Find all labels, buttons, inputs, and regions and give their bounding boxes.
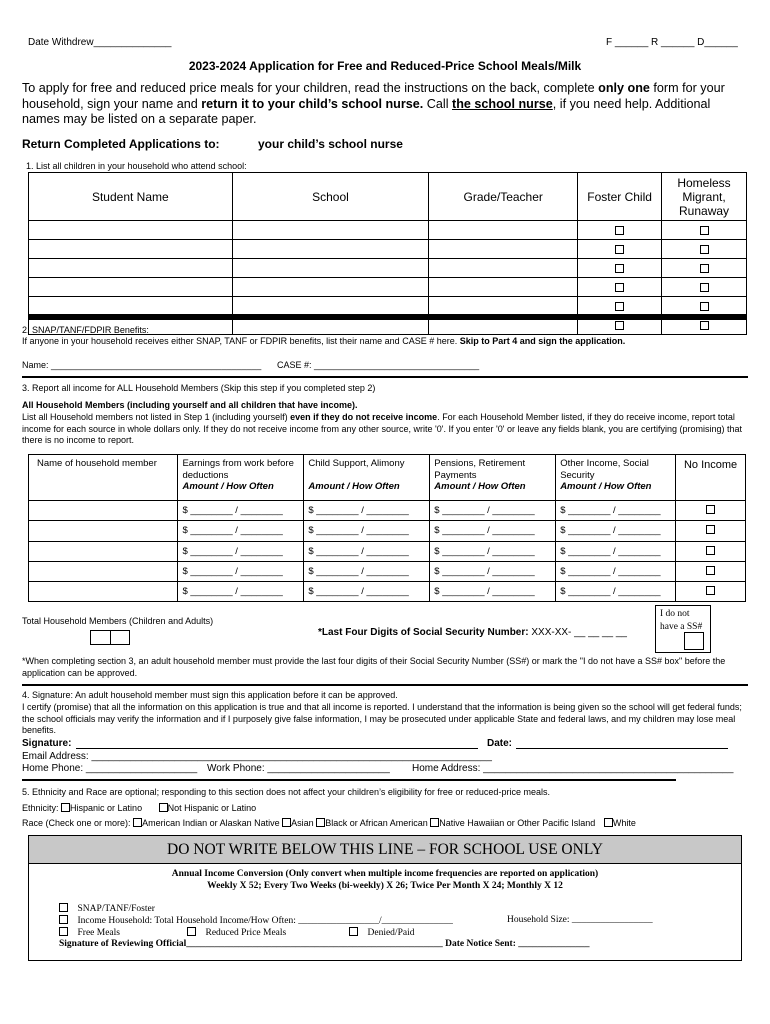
intro-text-1: To apply for free and reduced price meals for your children, read the instructions on the back, complete [22,81,599,95]
no-income-checkbox[interactable] [706,586,715,595]
income-table [28,454,746,602]
grade-teacher-cell[interactable] [429,259,578,278]
date-label: Date: [487,738,513,749]
member-name-cell[interactable] [29,521,178,541]
table-row [29,297,747,316]
snap-label: SNAP/TANF/Foster [77,904,155,914]
hispanic-checkbox[interactable] [61,803,70,812]
ethnicity-label: Ethnicity: [22,803,59,813]
frd-field: F ______ R ______ D______ [606,37,738,48]
pensions-cell[interactable]: $ ________ / ________ [430,561,556,581]
student-name-cell[interactable] [29,278,233,297]
foster-checkbox[interactable] [615,321,624,330]
race-black-label: Black or African American [325,818,428,828]
no-income-cell [676,521,746,541]
col-child-support-label: Child Support, Alimony [308,458,405,469]
denied-checkbox[interactable] [349,927,358,936]
no-income-cell [676,541,746,561]
step3-bold-head: All Household Members (including yourself and all children that have income). [22,400,358,410]
foster-cell [578,278,662,297]
reduced-label: Reduced Price Meals [205,928,287,938]
step1-bottom-bar [28,314,747,320]
col-no-income: No Income [676,455,746,501]
child-support-cell[interactable]: $ ________ / ________ [304,582,430,602]
race-asian-checkbox[interactable] [282,818,291,827]
grade-teacher-cell[interactable] [429,221,578,240]
col-pensions [430,455,556,501]
homeless-cell [662,297,747,316]
col-pensions-amount: Amount / How Often [434,481,526,492]
race-white-label: White [612,818,636,828]
step2-desc-text: If anyone in your household receives either SNAP, TANF or FDPIR benefits, list their name and CASE # here. [22,336,460,346]
member-name-cell[interactable] [29,561,178,581]
official-sig-label: Signature of Reviewing Official [59,939,187,949]
col-school: School [232,173,429,221]
other-income-cell[interactable]: $ ________ / ________ [556,521,676,541]
student-name-cell[interactable] [29,240,233,259]
no-income-checkbox[interactable] [706,546,715,555]
return-value: your child’s school nurse [258,137,403,151]
earnings-cell[interactable]: $ ________ / ________ [178,561,304,581]
school-cell[interactable] [232,297,429,316]
intro-paragraph [22,81,742,128]
foster-cell [578,259,662,278]
school-cell[interactable] [232,221,429,240]
household-size: Household Size: _________________ [507,915,653,925]
foster-checkbox[interactable] [615,283,624,292]
col-grade-teacher: Grade/Teacher [429,173,578,221]
pensions-cell[interactable]: $ ________ / ________ [430,541,556,561]
col-pensions-label: Pensions, Retirement Payments [434,458,526,481]
no-ssn-text: I do not have a SS# [660,609,703,632]
table-row [29,240,747,259]
home-address-field[interactable]: Home Address: _____________________________________________ [412,763,734,774]
divider [22,376,748,378]
col-foster: Foster Child [578,173,662,221]
student-name-cell[interactable] [29,297,233,316]
page-title: 2023-2024 Application for Free and Reduced-Price School Meals/Milk [188,59,582,73]
total-members-box[interactable] [90,630,130,645]
race-asian-label: Asian [291,818,314,828]
no-income-checkbox[interactable] [706,525,715,534]
ssn-note: *When completing section 3, an adult household member must provide the last four digits of their Social Security Number (SS#) or mark the "I do not have a SS# box" before the application can be approved. [22,656,726,678]
table-row [29,278,747,297]
step2-label: 2. SNAP/TANF/FDPIR Benefits: [22,325,149,335]
home-phone-field[interactable]: Home Phone: ____________________ [22,763,198,774]
step1-label: 1. List all children in your household who attend school: [26,161,247,171]
child-support-cell[interactable]: $ ________ / ________ [304,541,430,561]
step4-label: 4. Signature: An adult household member must sign this application before it can be approved. [22,690,398,700]
divider [22,684,748,686]
col-other-label: Other Income, Social Security [560,458,649,481]
not-hispanic-label: Not Hispanic or Latino [167,803,257,813]
school-cell[interactable] [232,259,429,278]
no-income-checkbox[interactable] [706,505,715,514]
income-hh-checkbox[interactable] [59,915,68,924]
ssn-field[interactable] [318,627,627,638]
intro-text-2: form for your household, sign your name and [22,81,725,111]
member-name-cell[interactable] [29,582,178,602]
homeless-checkbox[interactable] [700,264,709,273]
official-signature [59,939,589,949]
free-checkbox[interactable] [59,927,68,936]
school-cell[interactable] [232,240,429,259]
intro-bold-2: return it to your child’s school nurse. [201,96,424,111]
student-name-cell[interactable] [29,259,233,278]
grade-teacher-cell[interactable] [429,278,578,297]
ethnicity-row [22,803,256,815]
foster-checkbox[interactable] [615,226,624,235]
col-child-support [304,455,430,501]
table-row [29,221,747,240]
race-black-checkbox[interactable] [316,818,325,827]
col-student-name: Student Name [29,173,233,221]
no-ssn-box [655,605,711,653]
earnings-cell[interactable]: $ ________ / ________ [178,541,304,561]
foster-cell [578,240,662,259]
denied-label: Denied/Paid [367,928,415,938]
homeless-cell [662,240,747,259]
child-support-cell[interactable]: $ ________ / ________ [304,561,430,581]
col-earnings-label: Earnings from work before deductions [182,458,294,481]
intro-bold-1: only one [598,81,650,95]
table-row [29,501,746,521]
grade-teacher-cell[interactable] [429,240,578,259]
step3-desc-2: . For each Household Member listed, if they do receive income, report total income for each source in whole dollars only. If they do not receive income from any other source, write '0'. If you enter '0' or leave any fields blank, you are certifying (promising) that there is no income to report. [22,412,743,445]
other-income-cell[interactable]: $ ________ / ________ [556,561,676,581]
foster-cell [578,297,662,316]
homeless-checkbox[interactable] [700,245,709,254]
snap-checkbox[interactable] [59,903,68,912]
intro-text-4: , if you need help. Additional names may be listed on a separate paper. [22,96,711,126]
office-free [59,927,120,938]
homeless-checkbox[interactable] [700,226,709,235]
step3-label: 3. Report all income for ALL Household Members (Skip this step if you completed step 2) [22,383,376,393]
foster-cell [578,221,662,240]
conversion-line-2: Weekly X 52; Every Two Weeks (bi-weekly) X 26; Twice Per Month X 24; Monthly X 12 [207,881,563,891]
homeless-cell [662,278,747,297]
col-earnings [178,455,304,501]
no-income-checkbox[interactable] [706,566,715,575]
no-income-cell [676,501,746,521]
email-field[interactable]: Email Address: ________________________________________________________________________ [22,751,492,762]
signature-label: Signature: [22,738,72,749]
homeless-checkbox[interactable] [700,321,709,330]
child-support-cell[interactable]: $ ________ / ________ [304,521,430,541]
earnings-cell[interactable]: $ ________ / ________ [178,521,304,541]
table-row [29,561,746,581]
col-other-amount: Amount / How Often [560,481,652,492]
step2-desc-bold: Skip to Part 4 and sign the application. [459,336,626,346]
intro-text-3: Call [423,96,452,111]
divider [22,779,676,781]
hispanic-label: Hispanic or Latino [70,803,143,813]
not-hispanic-checkbox[interactable] [159,803,168,812]
no-ssn-checkbox[interactable] [684,632,704,650]
step2-case-field[interactable]: CASE #: _________________________________ [277,360,480,370]
official-sig-line: ______________________________________________________ [186,939,443,949]
intro-bold-3: the school nurse [452,96,553,111]
homeless-cell [662,259,747,278]
ssn-value: XXX-XX- __ __ __ __ [531,627,627,638]
certify-text: I certify (promise) that all the information on this application is true and that all income is reported. I understand that the information is being given so the school will get federal funds; the school officials may verify the information and if I purposely give false information, I may be prosecuted under applicable State and federal laws, and my children may lose meal benefits. [22,702,742,735]
race-label: Race (Check one or more): [22,818,131,828]
col-child-amount: Amount / How Often [308,481,400,492]
foster-checkbox[interactable] [615,264,624,273]
table-row [29,521,746,541]
earnings-cell[interactable]: $ ________ / ________ [178,501,304,521]
income-hh-label: Income Household: Total Household Income/How Often: _________________/_______________ [77,916,453,926]
reduced-checkbox[interactable] [187,927,196,936]
date-line[interactable] [516,748,728,749]
race-hawaiian-label: Native Hawaiian or Other Pacific Island [439,818,596,828]
step3-desc-bold: even if they do not receive income [290,412,438,422]
pensions-cell[interactable]: $ ________ / ________ [430,582,556,602]
race-amerindian-checkbox[interactable] [133,818,142,827]
col-member-name: Name of household member [29,455,178,501]
race-hawaiian-checkbox[interactable] [430,818,439,827]
no-income-cell [676,561,746,581]
pensions-cell[interactable]: $ ________ / ________ [430,521,556,541]
step3-desc-1: List all Household members not listed in Step 1 (including yourself) [22,412,291,422]
homeless-cell [662,221,747,240]
free-label: Free Meals [77,928,120,938]
step3-desc [22,412,748,447]
table-row [29,259,747,278]
foster-checkbox[interactable] [615,245,624,254]
ssn-label: *Last Four Digits of Social Security Number: [318,627,529,638]
col-homeless: Homeless Migrant, Runaway [662,173,747,221]
step2-name-field[interactable]: Name: __________________________________________ [22,360,262,370]
child-support-cell[interactable]: $ ________ / ________ [304,501,430,521]
children-table [28,172,747,335]
school-cell[interactable] [232,278,429,297]
pensions-cell[interactable]: $ ________ / ________ [430,501,556,521]
office-reduced [187,927,286,938]
step2-desc [22,336,762,348]
total-members-label: Total Household Members (Children and Adults) [22,616,214,626]
office-denied [349,927,414,938]
race-white-checkbox[interactable] [604,818,613,827]
office-use-box [28,835,742,961]
member-name-cell[interactable] [29,501,178,521]
other-income-cell[interactable]: $ ________ / ________ [556,501,676,521]
no-income-cell [676,582,746,602]
foster-checkbox[interactable] [615,302,624,311]
conversion-line-1: Annual Income Conversion (Only convert when multiple income frequencies are reported on application) [171,869,599,879]
office-income [59,915,453,926]
date-withdrew: Date Withdrew______________ [28,37,172,48]
member-name-cell[interactable] [29,541,178,561]
grade-teacher-cell[interactable] [429,297,578,316]
race-row [22,818,636,830]
other-income-cell[interactable]: $ ________ / ________ [556,541,676,561]
office-banner: DO NOT WRITE BELOW THIS LINE – FOR SCHOOL USE ONLY [29,836,741,864]
step5-label: 5. Ethnicity and Race are optional; responding to this section does not affect your children’s eligibility for free or reduced-price meals. [22,787,550,797]
col-other-income [556,455,676,501]
other-income-cell[interactable]: $ ________ / ________ [556,582,676,602]
office-snap [59,903,155,914]
earnings-cell[interactable]: $ ________ / ________ [178,582,304,602]
homeless-checkbox[interactable] [700,283,709,292]
race-amerindian-label: American Indian or Alaskan Native [142,818,280,828]
return-label: Return Completed Applications to: [22,137,220,151]
table-row [29,541,746,561]
date-notice-sent: Date Notice Sent: _______________ [445,939,590,949]
signature-line[interactable] [76,748,478,749]
homeless-checkbox[interactable] [700,302,709,311]
col-earnings-amount: Amount / How Often [182,481,274,492]
work-phone-field[interactable]: Work Phone: ______________________ [207,763,390,774]
student-name-cell[interactable] [29,221,233,240]
table-row [29,582,746,602]
